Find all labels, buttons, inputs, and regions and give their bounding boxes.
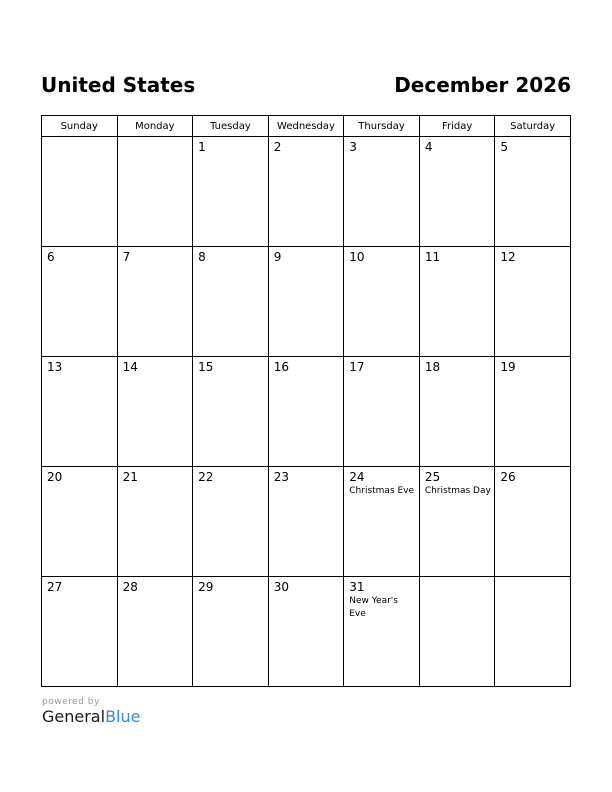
week-row bbox=[42, 357, 571, 467]
day-number: 9 bbox=[273, 250, 282, 264]
day-cell bbox=[42, 467, 118, 577]
day-cell bbox=[495, 137, 571, 247]
week-row bbox=[42, 577, 571, 687]
brand-blue: Blue bbox=[105, 707, 141, 726]
brand-general: General bbox=[42, 707, 106, 726]
country-title: United States bbox=[41, 73, 196, 97]
day-number: 24 bbox=[349, 470, 365, 484]
weekday-tuesday: Tuesday bbox=[193, 116, 269, 137]
day-number: 16 bbox=[273, 360, 289, 374]
day-number: 19 bbox=[500, 360, 516, 374]
day-number: 14 bbox=[122, 360, 138, 374]
day-cell bbox=[193, 577, 269, 687]
weekday-friday: Friday bbox=[419, 116, 495, 137]
day-number: 10 bbox=[349, 250, 365, 264]
day-number: 5 bbox=[500, 140, 509, 154]
day-cell bbox=[117, 467, 193, 577]
calendar-grid bbox=[41, 115, 571, 687]
day-cell bbox=[42, 247, 118, 357]
holiday-label: New Year's Eve bbox=[349, 596, 398, 619]
day-cell bbox=[419, 137, 495, 247]
day-cell bbox=[193, 247, 269, 357]
day-number: 4 bbox=[424, 140, 433, 154]
generalblue-logo bbox=[42, 707, 140, 726]
day-cell bbox=[419, 247, 495, 357]
day-cell bbox=[117, 137, 193, 247]
day-number: 8 bbox=[198, 250, 206, 264]
footer bbox=[42, 697, 140, 726]
day-cell bbox=[344, 467, 420, 577]
day-number: 6 bbox=[47, 250, 55, 264]
week-row bbox=[42, 137, 571, 247]
day-number: 15 bbox=[198, 360, 214, 374]
day-cell bbox=[268, 577, 344, 687]
day-number: 1 bbox=[198, 140, 206, 154]
day-number: 30 bbox=[273, 580, 289, 594]
day-cell bbox=[268, 247, 344, 357]
day-cell bbox=[42, 137, 118, 247]
day-number: 29 bbox=[198, 580, 214, 594]
day-cell bbox=[268, 357, 344, 467]
day-number: 28 bbox=[122, 580, 138, 594]
day-number: 13 bbox=[47, 360, 63, 374]
calendar-header bbox=[41, 70, 571, 100]
day-cell bbox=[268, 467, 344, 577]
day-number: 21 bbox=[122, 470, 138, 484]
day-number: 23 bbox=[273, 470, 289, 484]
day-cell bbox=[117, 357, 193, 467]
day-number: 11 bbox=[424, 250, 441, 264]
day-cell bbox=[419, 357, 495, 467]
day-cell bbox=[42, 577, 118, 687]
weekday-header-row bbox=[42, 116, 571, 137]
day-number: 3 bbox=[349, 140, 357, 154]
day-cell bbox=[117, 577, 193, 687]
day-number: 20 bbox=[47, 470, 63, 484]
day-cell bbox=[419, 577, 495, 687]
holiday-label: Christmas Eve bbox=[349, 486, 415, 496]
day-cell bbox=[495, 357, 571, 467]
day-cell bbox=[344, 247, 420, 357]
day-cell bbox=[495, 577, 571, 687]
weekday-sunday: Sunday bbox=[42, 116, 118, 137]
day-number: 27 bbox=[47, 580, 63, 594]
day-number: 22 bbox=[198, 470, 214, 484]
day-number: 31 bbox=[349, 580, 365, 594]
day-cell bbox=[193, 357, 269, 467]
day-cell bbox=[117, 247, 193, 357]
week-row bbox=[42, 467, 571, 577]
day-cell bbox=[344, 137, 420, 247]
day-number: 18 bbox=[424, 360, 441, 374]
day-cell bbox=[344, 357, 420, 467]
day-number: 12 bbox=[500, 250, 516, 264]
weekday-wednesday: Wednesday bbox=[268, 116, 344, 137]
day-cell bbox=[344, 577, 420, 687]
day-cell bbox=[193, 467, 269, 577]
day-cell bbox=[268, 137, 344, 247]
weekday-monday: Monday bbox=[117, 116, 193, 137]
holiday-label: Christmas Day bbox=[424, 486, 491, 496]
weekday-thursday: Thursday bbox=[344, 116, 420, 137]
month-title: December 2026 bbox=[394, 73, 571, 97]
day-number: 26 bbox=[500, 470, 516, 484]
day-cell bbox=[42, 357, 118, 467]
powered-by-text: powered by bbox=[42, 697, 100, 707]
day-number: 25 bbox=[424, 470, 441, 484]
day-cell bbox=[193, 137, 269, 247]
day-number: 2 bbox=[273, 140, 282, 154]
day-number: 7 bbox=[122, 250, 131, 264]
day-cell bbox=[495, 467, 571, 577]
day-number: 17 bbox=[349, 360, 365, 374]
weekday-saturday: Saturday bbox=[495, 116, 571, 137]
day-cell bbox=[419, 467, 495, 577]
week-row bbox=[42, 247, 571, 357]
day-cell bbox=[495, 247, 571, 357]
